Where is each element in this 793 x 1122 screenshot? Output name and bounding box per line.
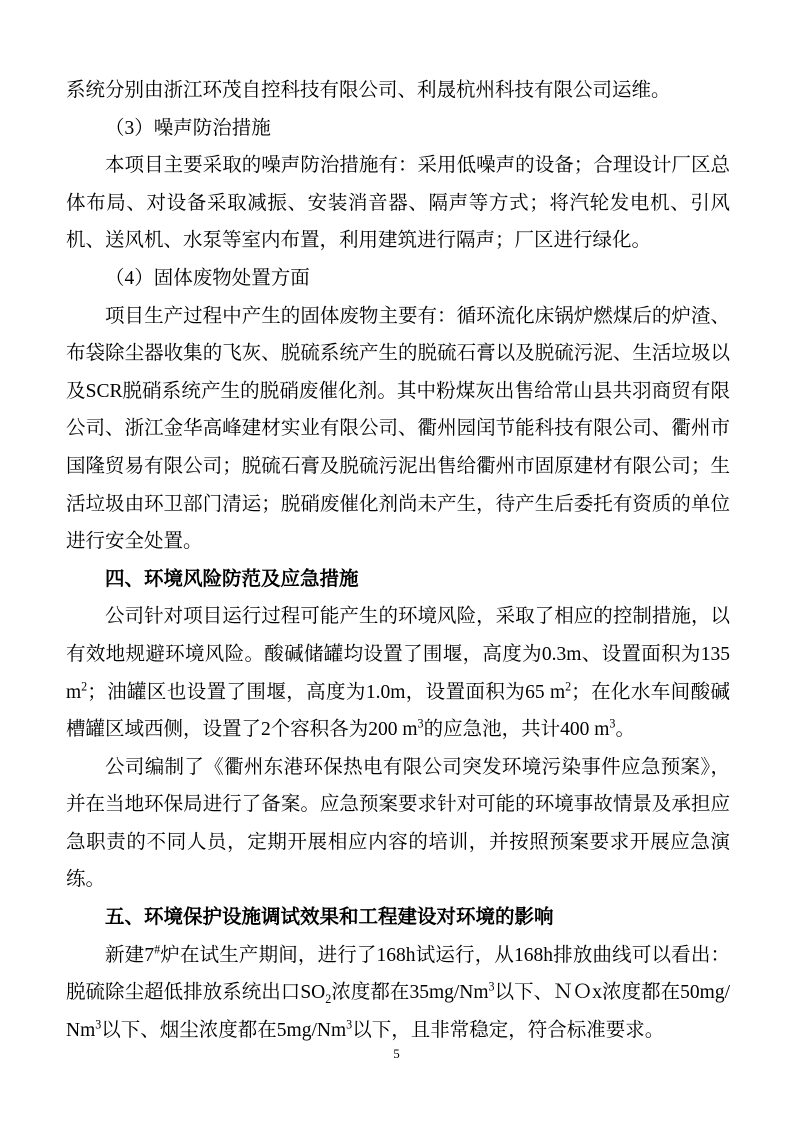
- paragraph: [66, 147, 730, 260]
- text-run: 以下、烟尘浓度都在5mg/Nm: [101, 1019, 347, 1041]
- text-run: 本项目主要采取的噪声防治措施有：采用低噪声的设备；合理设计厂区总体布局、对设备采取减振、安装消音器、隔声等方式；将汽轮发电机、引风机、送风机、水泵等室内布置，利用建筑进行隔声；厂区进行绿化。: [66, 155, 730, 252]
- paragraph: [66, 298, 730, 561]
- superscript-text: #: [154, 942, 161, 957]
- text-run: 项目生产过程中产生的固体废物主要有：循环流化床锅炉燃煤后的炉渣、布袋除尘器收集的飞灰、脱硫系统产生的脱硫石膏以及脱硫污泥、生活垃圾以及SCR脱硝系统产生的脱硝废催化剂。其中粉煤灰出售给常山县共羽商贸有限公司、浙江金华高峰建材实业有限公司、衢州园闰节能科技有限公司、衢州市国隆贸易有限公司；脱硫石膏及脱硫污泥出售给衢州市固原建材有限公司；生活垃圾由环卫部门清运；脱硝废催化剂尚未产生，待产生后委托有资质的单位进行安全处置。: [66, 305, 730, 553]
- text-run: 公司编制了《衢州东港环保热电有限公司突发环境污染事件应急预案》，并在当地环保局进行了备案。应急预案要求针对可能的环境事故情景及承担应急职责的不同人员，定期开展相应内容的培训，并按照预案要求开展应急演练。: [66, 756, 730, 891]
- text-run: 公司针对项目运行过程可能产生的环境风险，采取了相应的控制措施，以有效地规避环境风险。酸碱储罐均设置了围堰，高度为0.3m、设置面积为135 m: [66, 606, 730, 703]
- superscript-text: 3: [488, 979, 495, 994]
- paragraph: [66, 598, 730, 748]
- paragraph: [66, 260, 730, 298]
- superscript-text: 3: [346, 1017, 353, 1032]
- text-run: （4）固体废物处置方面: [105, 267, 310, 289]
- text-run: 五、环境保护设施调试效果和工程建设对环境的影响: [105, 906, 554, 929]
- section-heading: [66, 561, 730, 599]
- text-run: ；油罐区也设置了围堰，高度为1.0m，设置面积为65 m: [87, 681, 566, 703]
- section-heading: [66, 899, 730, 937]
- text-run: 系统分别由浙江环茂自控科技有限公司、利晟杭州科技有限公司运维。: [66, 80, 671, 101]
- superscript-text: 3: [609, 716, 616, 731]
- superscript-text: 3: [95, 1017, 102, 1032]
- superscript-text: 2: [81, 679, 88, 693]
- subscript-text: 2: [325, 992, 332, 1007]
- text-run: 四、环境风险防范及应急措施: [105, 567, 359, 590]
- text-run: 以下、ＮＯx浓度都在50mg/Nm: [66, 982, 730, 1041]
- text-run: 以下，且非常稳定，符合标准要求。: [352, 1019, 665, 1041]
- text-run: 新建7: [105, 944, 155, 966]
- paragraph: [66, 110, 730, 148]
- superscript-text: 3: [417, 716, 424, 731]
- paragraph: [66, 937, 730, 1050]
- text-run: 炉在试生产期间，进行了168h试运行，从168h排放曲线可以看出：脱硫除尘超低排放系统出口SO: [66, 944, 730, 1004]
- text-run: ；在化水车间酸碱槽罐区域西侧，设置了2个容积各为200 m: [66, 681, 730, 741]
- text-run: 。: [615, 719, 635, 741]
- paragraph: [66, 72, 730, 110]
- text-run: （3）噪声防治措施: [105, 117, 271, 139]
- text-run: 的应急池，共计400 m: [423, 719, 610, 741]
- text-run: 浓度都在35mg/Nm: [331, 982, 489, 1004]
- document-body: [66, 72, 730, 1049]
- page-number: 5: [393, 1046, 400, 1061]
- paragraph: [66, 749, 730, 899]
- superscript-text: 2: [565, 679, 572, 693]
